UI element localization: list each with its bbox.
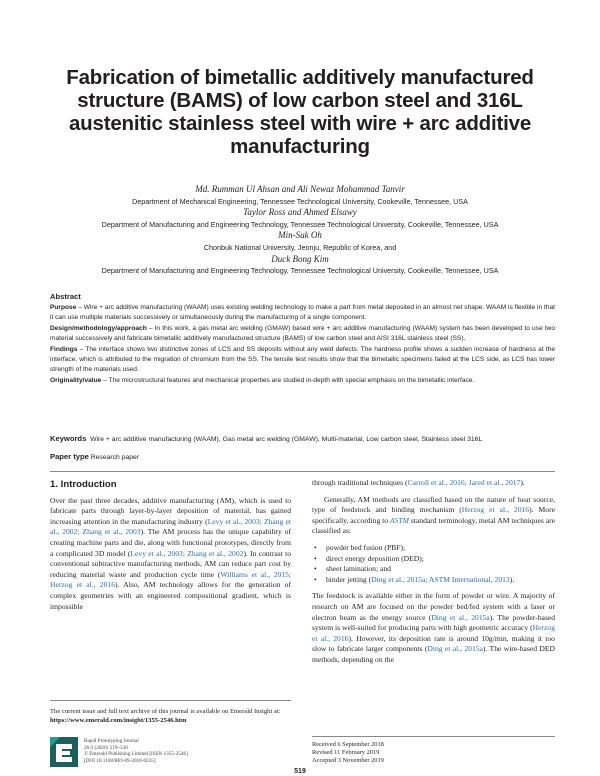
findings-text: – The interface shows two distinctive zones of LCS and SS deposits without any weld defects. The hardness profile shows a sudden increase of hardness at the interface, which is attributed to the migration of chromium from the SS. The tensile test results show that the bimetallic specimens failed at the LCS side, as LCS has lower strength of the materials used. <box>50 346 555 373</box>
keywords-text: Wire + arc additive manufacturing (WAAM), Gas metal arc welding (GMAW), Multi-material, Low carbon steel, Stainless steel 316L <box>90 436 483 443</box>
citation-link[interactable]: Ding et al., 2015a; ASTM International, 2013 <box>371 574 510 584</box>
author-affiliation: Department of Mechanical Engineering, Tennessee Technological University, Cookeville, Tennessee, USA <box>132 196 468 206</box>
abstract-originality <box>50 376 555 386</box>
abstract-findings <box>50 345 555 375</box>
intro-paragraph <box>312 591 555 665</box>
list-item <box>312 575 555 586</box>
journal-info <box>84 738 294 765</box>
author-name: Md. Rumman Ul Ahsan and Ali Newaz Mohammad Tanvir <box>195 184 405 194</box>
citation-link[interactable]: Levy et al., 2003; Zhang et al., 2002 <box>130 548 244 558</box>
abstract-design <box>50 324 555 344</box>
intro-paragraph <box>312 478 555 489</box>
abstract <box>50 292 555 387</box>
text-run: ). However, its deposition rate is around 10g/min, making it too slow to fabricate larger components ( <box>312 633 555 654</box>
keywords <box>50 434 555 443</box>
column-left <box>50 480 291 618</box>
abstract-purpose <box>50 303 555 323</box>
abstract-heading: Abstract <box>50 292 81 301</box>
citation-link[interactable]: ASTM <box>389 515 409 525</box>
list-item: • sheet lamination; and <box>312 564 555 575</box>
author-name: Min-Suk Oh <box>278 230 322 241</box>
text-run: Over the past three decades, additive manufacturing (AM), which is used to fabricate parts through layer-by-layer deposition of material, has gained increasing attention in the manufacturing industry ( <box>50 495 291 526</box>
section-heading: 1. Introduction <box>50 479 117 490</box>
accepted-date: Accepted 3 November 2019 <box>312 757 384 765</box>
intro-paragraph <box>312 495 555 537</box>
text-run: through traditional techniques ( <box>312 478 408 487</box>
column-right <box>312 478 555 672</box>
list-item: • direct energy deposition (DED); <box>312 554 555 565</box>
text-run: ). The powder-based system is well-suited for producing parts with high geometric accuracy ( <box>312 612 555 633</box>
text-run: ). In contrast to conventional subtractive manufacturing methods, AM can reduce part cost by reducing material waste and production cycle time ( <box>50 548 291 579</box>
intro-paragraph <box>50 496 291 613</box>
footnote-divider <box>50 700 291 701</box>
journal-publisher: © Emerald Publishing Limited [ISSN 1355-2546] <box>84 751 188 758</box>
author-name: Taylor Ross and Ahmed Elsawy <box>243 207 357 218</box>
list-item: • powder bed fusion (PBF); <box>312 543 555 554</box>
text-run: ). The wire-based DED methods, depending on the <box>312 644 555 664</box>
text-run: ). <box>509 574 515 584</box>
text-run: ). The AM process has the unique capability of creating machine parts and die, along with functional prototypes, directly from a complicated 3D model ( <box>50 527 291 558</box>
archive-note <box>50 707 291 725</box>
journal-name: Rapid Prototyping Journal <box>84 738 139 744</box>
paper-title: Fabrication of bimetallic additively manufactured structure (BAMS) of low carbon steel and 316L austenitic stainless steel with wire + arc additive manufacturing <box>66 66 534 158</box>
journal-url-link[interactable]: https://www.emerald.com/insight/1355-2546.htm <box>50 717 187 724</box>
purpose-text: – Wire + arc additive manufacturing (WAAM) uses existing welding technology to make a part from metal deposited in an almost net shape. WAAM is flexible in that it can use multiple materials successively or simultaneously during the manufacturing of a single component. <box>50 304 555 321</box>
emerald-logo-icon <box>50 737 78 767</box>
findings-label: Findings <box>50 346 78 353</box>
text-run: The feedstock is available either in the form of powder or wire. A majority of research on AM are focused on the powder bed/fed system with a laser or electron beam as the energy source ( <box>312 591 555 622</box>
received-divider <box>312 736 555 737</box>
citation-link[interactable]: Herzog et al., 2016 <box>312 623 555 643</box>
text-run: ). More specifically, according to <box>312 505 555 525</box>
citation-link[interactable]: Ding et al., 2015a <box>427 644 483 654</box>
received-dates <box>312 741 552 766</box>
paper-type <box>50 452 139 461</box>
paper-type-text: Research paper <box>90 454 140 461</box>
author-affiliation: Department of Manufacturing and Engineering Technology, Tennessee Technological University, Cookeville, Tennessee, USA <box>101 219 499 229</box>
originality-text: – The microstructural features and mechanical properties are studied in-depth with special emphasis on the bimetallic interface. <box>101 377 475 384</box>
citation-link[interactable]: Williams et al., 2015; Herzog et al., 2016 <box>50 569 291 590</box>
text-run: ). <box>520 478 525 487</box>
text-run: standard terminology, metal AM techniques are classified as: <box>312 515 556 536</box>
revised-date: Revised 11 February 2019 <box>312 749 380 757</box>
design-label: Design/methodology/approach <box>50 325 147 332</box>
note-text: The current issue and full text archive of this journal is available on Emerald Insight at: <box>50 708 281 715</box>
text-run: Generally, AM methods are classified based on the nature of heat source, type of feedstock and binding mechanism ( <box>312 494 555 515</box>
author-affiliation: Chonbuk National University, Jeonju, Republic of Korea, and <box>203 242 397 252</box>
originality-label: Originality/value <box>50 377 102 384</box>
paper-type-label: Paper type <box>50 452 89 461</box>
section-divider <box>50 471 555 472</box>
author-affiliation: Department of Manufacturing and Engineering Technology, Tennessee Technological University, Cookeville, Tennessee, USA <box>101 266 499 276</box>
citation-link[interactable]: Ding et al., 2015a <box>431 612 490 622</box>
keywords-label: Keywords <box>50 434 87 443</box>
citation-link[interactable]: Carroll et al., 2016; Jared et al., 2017 <box>407 478 521 487</box>
author-block <box>20 184 580 277</box>
technique-list <box>312 543 555 585</box>
page-number: 519 <box>294 768 306 775</box>
text-run: binder jetting ( <box>326 574 372 584</box>
journal-volume: 26/3 (2020) 519–530 <box>84 744 128 751</box>
design-text: – In this work, a gas metal arc welding (GMAW) based wire + arc additive manufacturing (WAAM) system has been developed to use two material successively and fabricate bimetallic additively manufactured structure (BAMS) of low carbon steel and AISI 316L stainless steel (SS). <box>50 325 555 342</box>
author-name: Duck Bong Kim <box>271 253 329 264</box>
citation-link[interactable]: Levy et al., 2003; Zhang et al., 2002; Zhang et al., 2003 <box>50 516 291 537</box>
citation-link[interactable]: Herzog et al., 2016 <box>461 505 530 515</box>
journal-doi: [DOI 10.1108/RPJ-09-2018-0235] <box>84 758 156 765</box>
received-date: Received 6 September 2018 <box>312 741 384 748</box>
text-run: ). Also, AM technology allows for the generation of complex geometries with an engineered compositional gradient, which is impossible <box>50 580 291 611</box>
purpose-label: Purpose <box>50 304 77 311</box>
